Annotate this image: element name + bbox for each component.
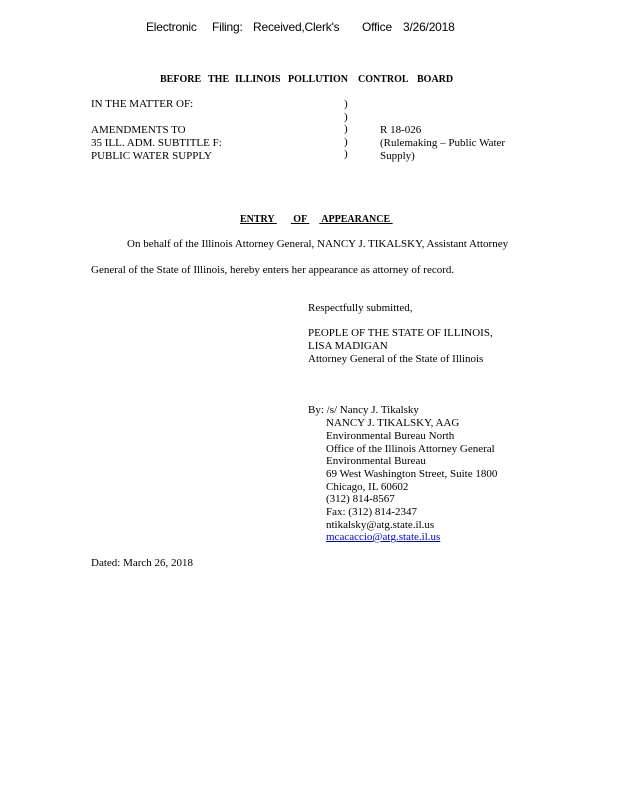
paren: ) xyxy=(344,135,348,148)
dated-line: Dated: March 26, 2018 xyxy=(91,557,194,569)
rulemaking-line2: Supply) xyxy=(380,150,415,162)
signer-bureau: Environmental Bureau xyxy=(326,455,426,467)
stamp-office: Office xyxy=(362,20,392,34)
secondary-email-link[interactable]: mcacaccio@atg.state.il.us xyxy=(326,531,441,543)
people-of-illinois: PEOPLE OF THE STATE OF ILLINOIS, xyxy=(308,327,493,339)
stamp-date: 3/26/2018 xyxy=(403,20,455,34)
paren: ) xyxy=(344,148,348,160)
signer-name: NANCY J. TIKALSKY, AAG xyxy=(326,417,460,429)
signature-by: By: /s/ Nancy J. Tikalsky xyxy=(308,404,419,416)
paren: ) xyxy=(344,98,348,110)
title-before: BEFORE xyxy=(160,74,202,85)
caption-line1: AMENDMENTS TO xyxy=(91,124,186,136)
paren: ) xyxy=(344,110,348,123)
signer-bureau-north: Environmental Bureau North xyxy=(326,430,455,442)
caption-parentheses xyxy=(344,98,348,161)
respectfully-submitted: Respectfully submitted, xyxy=(308,302,413,314)
stamp-received: Received,Clerk's xyxy=(253,20,340,34)
title-illinois: ILLINOIS xyxy=(235,74,281,85)
body-line2: General of the State of Illinois, hereby enters her appearance as attorney of record. xyxy=(91,264,455,276)
docket-number: R 18-026 xyxy=(380,124,422,136)
title-the: THE xyxy=(208,74,230,85)
caption-matter: IN THE MATTER OF: xyxy=(91,98,194,110)
title-control: CONTROL xyxy=(358,74,409,85)
paren: ) xyxy=(344,123,348,135)
signer-email: ntikalsky@atg.state.il.us xyxy=(326,519,435,531)
stamp-filing: Filing: xyxy=(212,20,243,34)
heading-of: OF xyxy=(293,214,307,225)
caption-line2: 35 ILL. ADM. SUBTITLE F: xyxy=(91,137,222,149)
caption-line3: PUBLIC WATER SUPPLY xyxy=(91,150,212,162)
attorney-general-name: LISA MADIGAN xyxy=(308,340,388,352)
signer-street: 69 West Washington Street, Suite 1800 xyxy=(326,468,498,480)
attorney-general-title: Attorney General of the State of Illinois xyxy=(308,353,484,365)
signer-phone: (312) 814-8567 xyxy=(326,493,395,505)
title-board: BOARD xyxy=(417,74,454,85)
heading-entry: ENTRY xyxy=(240,214,275,225)
signer-city: Chicago, IL 60602 xyxy=(326,481,409,493)
signer-fax: Fax: (312) 814-2347 xyxy=(326,506,418,518)
body-line1: On behalf of the Illinois Attorney General, NANCY J. TIKALSKY, Assistant Attorney xyxy=(127,238,509,250)
signer-office: Office of the Illinois Attorney General xyxy=(326,443,495,455)
stamp-electronic: Electronic xyxy=(146,20,197,34)
title-pollution: POLLUTION xyxy=(288,74,349,85)
heading-appearance: APPEARANCE xyxy=(321,214,391,225)
entry-of-appearance-heading xyxy=(240,213,391,226)
rulemaking-line1: (Rulemaking – Public Water xyxy=(380,137,506,149)
